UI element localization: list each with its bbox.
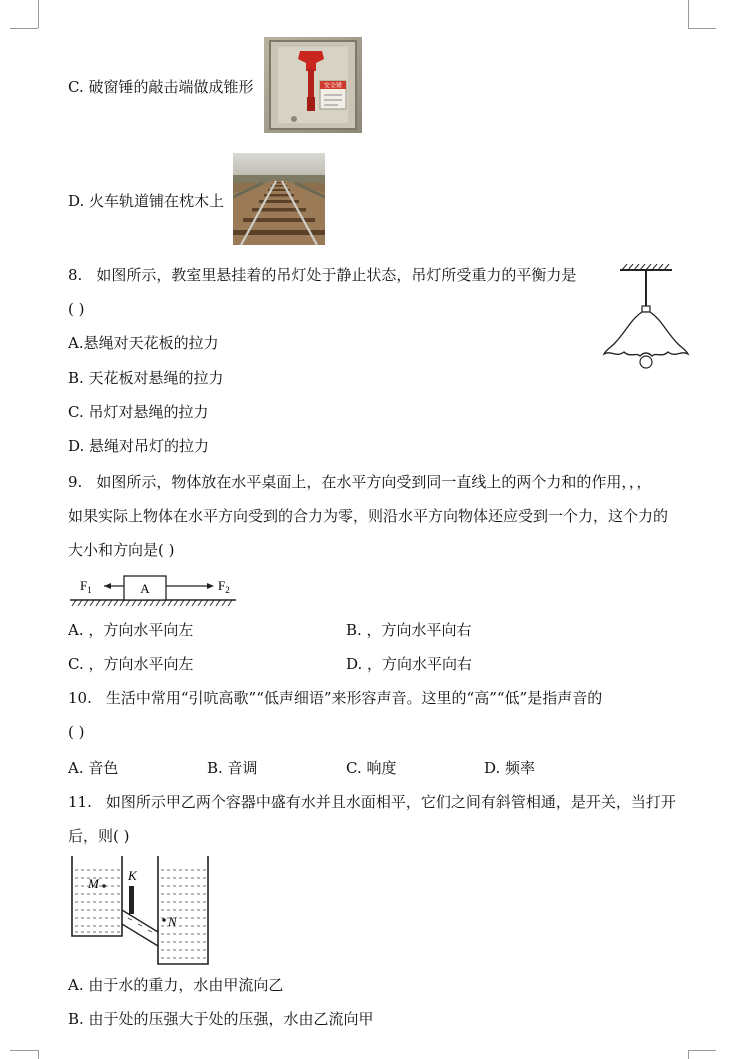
- crop-mark-top-right: [688, 0, 689, 28]
- crop-mark-bottom-right-h: [688, 1050, 716, 1051]
- q9-stem-line2: 如果实际上物体在水平方向受到的合力为零，则沿水平方向物体还应受到一个力，这个力的: [68, 507, 669, 525]
- point-n-label: N: [168, 914, 177, 929]
- q9-option-b: B. ，方向水平向右: [346, 621, 472, 639]
- q9-number: 9.: [68, 473, 83, 491]
- q10-paren: ( ): [68, 723, 85, 741]
- crop-mark-top-left: [38, 0, 39, 28]
- q11-stem-line2: 后，则( ): [68, 827, 130, 845]
- q8-option-c: C. 吊灯对悬绳的拉力: [68, 403, 209, 421]
- window-hammer-photo: [264, 37, 362, 133]
- block-label: A: [140, 581, 150, 596]
- crop-mark-bottom-left-h: [10, 1050, 38, 1051]
- q11-number: 11.: [68, 793, 92, 811]
- q9-stem-line3: 大小和方向是( ): [68, 541, 175, 559]
- q10-option-a: A. 音色: [68, 759, 119, 777]
- q9-option-c: C. ，方向水平向左: [68, 655, 194, 673]
- q8-option-a: A.悬绳对天花板的拉力: [68, 334, 219, 352]
- q10-option-b: B. 音调: [207, 759, 258, 777]
- crop-mark-bottom-left: [38, 1050, 39, 1059]
- q11-option-a: A. 由于水的重力，水由甲流向乙: [68, 976, 284, 994]
- q10-text: 生活中常用“引吭高歌”“低声细语”来形容声音。这里的“高”“低”是指声音的: [105, 689, 603, 707]
- q8-paren: ( ): [68, 300, 85, 318]
- q7-option-d: D. 火车轨道铺在枕木上: [68, 192, 225, 210]
- q10-stem: [68, 688, 602, 708]
- valve-k-label: K: [128, 868, 137, 883]
- q9-stem-line1: [68, 472, 651, 492]
- crop-mark-bottom-right: [688, 1050, 689, 1059]
- q8-option-d: D. 悬绳对吊灯的拉力: [68, 437, 210, 455]
- hammer-sign-label: 安全锤: [323, 82, 343, 90]
- force-block-figure: [68, 570, 240, 608]
- force-f2-label: $F_2$: [218, 578, 230, 595]
- q11-stem-line1: [68, 792, 676, 812]
- q9-text-line1: 如图所示，物体放在水平桌面上，在水平方向受到同一直线上的两个力和的作用，，，: [96, 473, 652, 491]
- connected-containers-figure: [68, 852, 212, 968]
- q10-option-d: D. 频率: [484, 759, 536, 777]
- point-m-label: M: [88, 876, 99, 891]
- q11-option-b: B. 由于处的压强大于处的压强，水由乙流向甲: [68, 1010, 374, 1028]
- force-f1-label: $F_1$: [80, 578, 92, 595]
- q10-number: 10.: [68, 689, 92, 707]
- q9-option-a: A. ，方向水平向左: [68, 621, 194, 639]
- q11-text-line1: 如图所示甲乙两个容器中盛有水并且水面相平，它们之间有斜管相通，是开关，当打开: [105, 793, 676, 811]
- q10-option-c: C. 响度: [346, 759, 397, 777]
- q8-text: 如图所示，教室里悬挂着的吊灯处于静止状态，吊灯所受重力的平衡力是: [96, 266, 577, 284]
- railway-track-photo: [233, 153, 325, 245]
- q8-option-b: B. 天花板对悬绳的拉力: [68, 369, 224, 387]
- crop-mark-top-right-h: [688, 28, 716, 29]
- q8-number: 8.: [68, 266, 83, 284]
- q7-option-c: C. 破窗锤的敲击端做成锥形: [68, 78, 254, 96]
- hanging-lamp-figure: [600, 264, 692, 376]
- crop-mark-top-left-h: [10, 28, 38, 29]
- q8-stem: [68, 265, 576, 285]
- q9-option-d: D. ，方向水平向右: [346, 655, 473, 673]
